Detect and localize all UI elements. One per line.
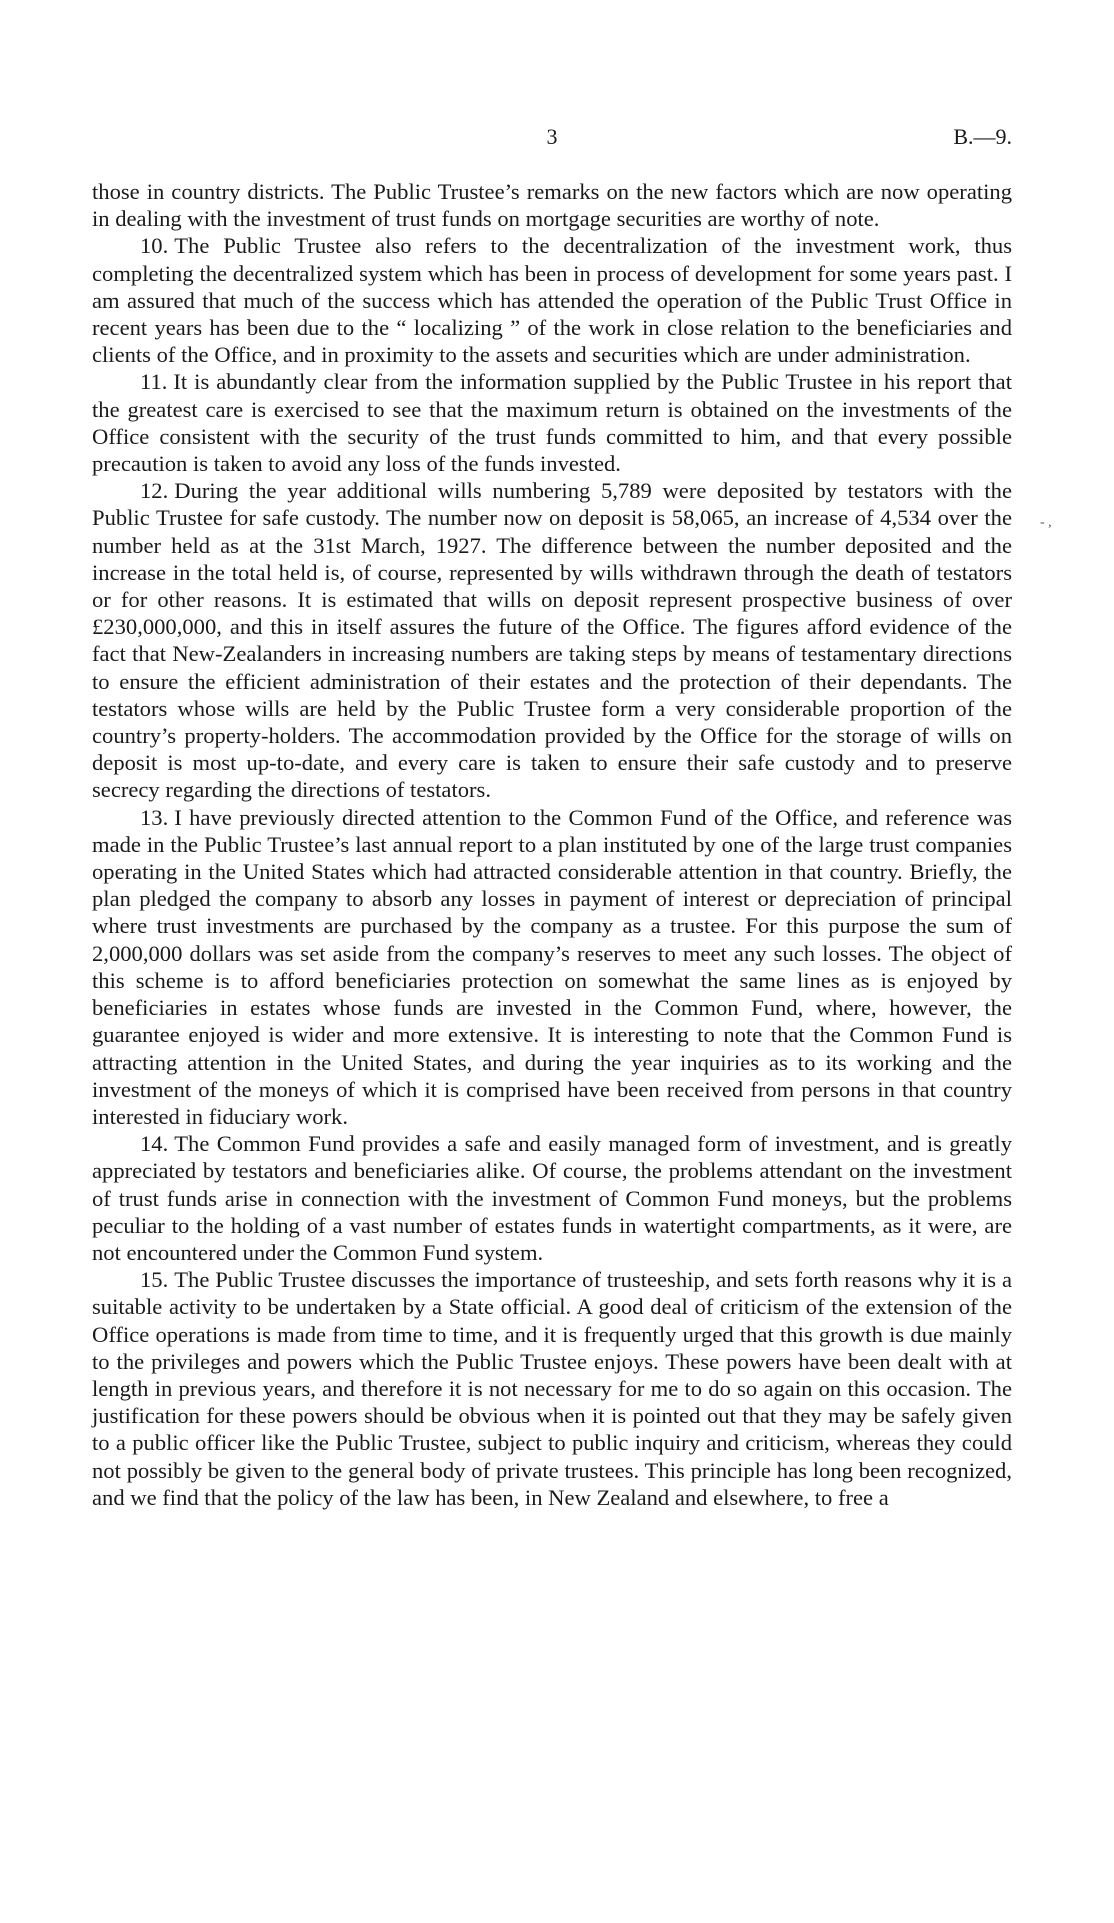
- paragraph-text: those in country districts. The Public Trustee’s remarks on the new factors which are now operating in dealing with the investment of trust funds on mortgage securities are worthy of note.: [92, 179, 1012, 232]
- document-code: B.—9.: [953, 124, 1012, 149]
- margin-mark: - ,: [1040, 515, 1052, 530]
- paragraph-15: [92, 1266, 1012, 1511]
- paragraph-11: [92, 368, 1012, 477]
- paragraph-continuation: [92, 178, 1012, 232]
- paragraph-number: 12.: [140, 478, 169, 504]
- paragraph-14: [92, 1130, 1012, 1266]
- paragraph-number: 14.: [140, 1131, 169, 1157]
- paragraph-number: 15.: [140, 1267, 169, 1293]
- paragraph-text: During the year additional wills numbering 5,789 were deposited by testators with the Public Trustee for safe custody. The number now on deposit is 58,065, an increase of 4,534 over the number held as at the 31st March, 1927. The difference between the number deposited and the increase in the total held is, of course, represented by wills withdrawn through the death of testators or for other reasons. It is estimated that wills on deposit represent prospective business of over £230,000,000, and this in itself assures the future of the Office. The figures afford evidence of the fact that New-Zealanders in increasing numbers are taking steps by means of testamentary directions to ensure the efficient administration of their estates and the protection of their dependants. The testators whose wills are held by the Public Trustee form a very considerable proportion of the country’s property-holders. The accommodation provided by the Office for the storage of wills on deposit is most up-to-date, and every care is taken to ensure their safe custody and to preserve secrecy regarding the directions of testators.: [92, 478, 1012, 803]
- paragraph-text: The Public Trustee discusses the importance of trusteeship, and sets forth reasons why it is a suitable activity to be undertaken by a State official. A good deal of criticism of the extension of the Office operations is made from time to time, and it is frequently urged that this growth is due mainly to the privileges and powers which the Public Trustee enjoys. These powers have been dealt with at length in previous years, and therefore it is not necessary for me to do so again on this occasion. The justification for these powers should be obvious when it is pointed out that they may be safely given to a public officer like the Public Trustee, subject to public inquiry and criticism, whereas they could not possibly be given to the general body of private trustees. This principle has long been recognized, and we find that the policy of the law has been, in New Zealand and elsewhere, to free a: [92, 1267, 1012, 1510]
- paragraph-text: I have previously directed attention to the Common Fund of the Office, and reference was made in the Public Trustee’s last annual report to a plan instituted by one of the large trust companies operating in the United States which had attracted considerable attention in that country. Briefly, the plan pledged the company to absorb any losses in payment of interest or depreciation of principal where trust investments are purchased by the company as a trustee. For this purpose the sum of 2,000,000 dollars was set aside from the company’s reserves to meet any such losses. The object of this scheme is to afford beneficiaries protection on somewhat the same lines as is enjoyed by beneficiaries in estates whose funds are invested in the Common Fund, where, however, the guarantee enjoyed is wider and more extensive. It is interesting to note that the Common Fund is attracting attention in the United States, and during the year inquiries as to its working and the investment of the moneys of which it is comprised have been received from persons in that country interested in fiduciary work.: [92, 804, 1012, 1129]
- paragraph-10: [92, 232, 1012, 368]
- paragraph-number: 10.: [140, 233, 169, 259]
- page-number: 3: [546, 124, 558, 149]
- paragraph-text: The Public Trustee also refers to the decentralization of the investment work, thus completing the decentralized system which has been in process of development for some years past. I am assured that much of the success which has attended the operation of the Public Trust Office in recent years has been due to the “ localizing ” of the work in close relation to the beneficiaries and clients of the Office, and in proximity to the assets and securities which are under administration.: [92, 233, 1012, 368]
- body-text: [92, 178, 1012, 1511]
- page-header: [92, 124, 1012, 154]
- paragraph-number: 11.: [140, 369, 168, 395]
- paragraph-12: [92, 477, 1012, 803]
- paragraph-text: The Common Fund provides a safe and easily managed form of investment, and is greatly appreciated by testators and beneficiaries alike. Of course, the problems attendant on the investment of trust funds arise in connection with the investment of Common Fund moneys, but the problems peculiar to the holding of a vast number of estates funds in watertight compartments, as it were, are not encountered under the Common Fund system.: [92, 1131, 1012, 1265]
- paragraph-number: 13.: [140, 804, 169, 830]
- paragraph-13: [92, 804, 1012, 1130]
- paragraph-text: It is abundantly clear from the information supplied by the Public Trustee in his report that the greatest care is exercised to see that the maximum return is obtained on the investments of the Office consistent with the security of the trust funds committed to him, and that every possible precaution is taken to avoid any loss of the funds invested.: [92, 369, 1012, 477]
